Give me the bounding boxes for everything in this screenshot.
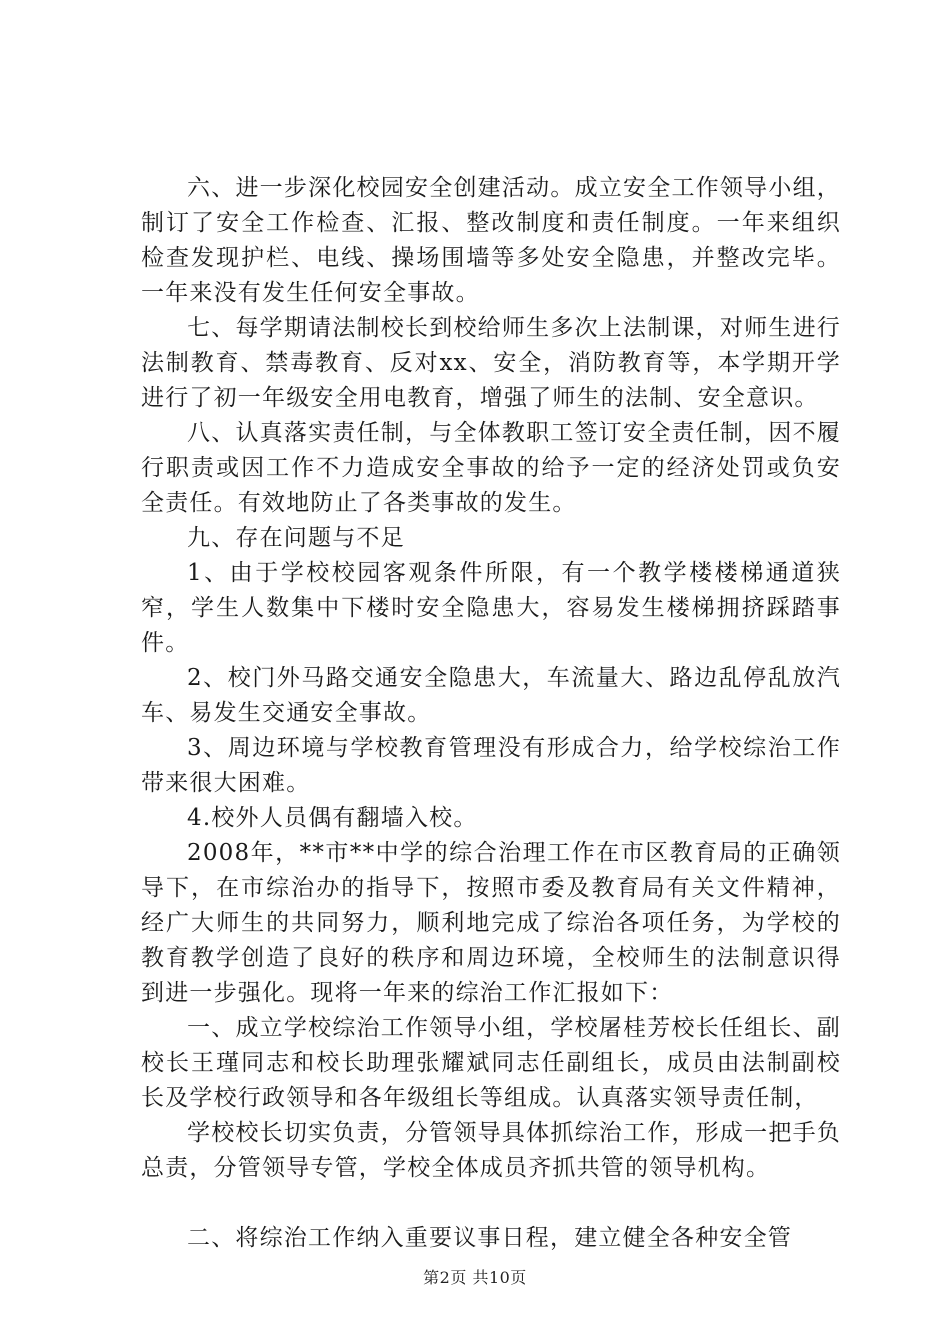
paragraph-section-9-heading: 九、存在问题与不足 (187, 525, 405, 551)
document-body (141, 171, 841, 1256)
paragraph-section-1-continued: 学校校长切实负责，分管领导具体抓综治工作，形成一把手负总责，分管领导专管，学校全体成员齐抓共管的领导机构。 (141, 1120, 841, 1181)
paragraph-summary-intro: 2008年，**市**中学的综合治理工作在市区教育局的正确领导下，在市综治办的指导下，按照市委及教育局有关文件精神，经广大师生的共同努力，顺利地完成了综治各项任务，为学校的教育教学创造了良好的秩序和周边环境，全校师生的法制意识得到进一步强化。现将一年来的综治工作汇报如下： (141, 840, 841, 1006)
paragraph-issue-1: 1、由于学校校园客观条件所限，有一个教学楼楼梯通道狭窄，学生人数集中下楼时安全隐患大，容易发生楼梯拥挤踩踏事件。 (141, 560, 841, 656)
paragraph-issue-4: 4.校外人员偶有翻墙入校。 (187, 805, 478, 831)
paragraph-section-2: 二、将综治工作纳入重要议事日程，建立健全各种安全管 (187, 1225, 792, 1251)
paragraph-spacer (141, 1186, 841, 1221)
paragraph-issue-3: 3、周边环境与学校教育管理没有形成合力，给学校综治工作带来很大困难。 (141, 735, 841, 796)
page-number-footer: 第2页 共10页 (423, 1268, 527, 1287)
paragraph-section-6: 六、进一步深化校园安全创建活动。成立安全工作领导小组，制订了安全工作检查、汇报、整改制度和责任制度。一年来组织检查发现护栏、电线、操场围墙等多处安全隐患，并整改完毕。一年来没有发生任何安全事故。 (141, 175, 841, 306)
paragraph-section-1: 一、成立学校综治工作领导小组，学校屠桂芳校长任组长、副校长王瑾同志和校长助理张耀斌同志任副组长，成员由法制副校长及学校行政领导和各年级组长等组成。认真落实领导责任制， (141, 1015, 841, 1111)
paragraph-section-7: 七、每学期请法制校长到校给师生多次上法制课，对师生进行法制教育、禁毒教育、反对xx、安全，消防教育等，本学期开学进行了初一年级安全用电教育，增强了师生的法制、安全意识。 (141, 315, 841, 411)
paragraph-issue-2: 2、校门外马路交通安全隐患大，车流量大、路边乱停乱放汽车、易发生交通安全事故。 (141, 665, 841, 726)
paragraph-section-8: 八、认真落实责任制，与全体教职工签订安全责任制，因不履行职责或因工作不力造成安全事故的给予一定的经济处罚或负安全责任。有效地防止了各类事故的发生。 (141, 420, 841, 516)
